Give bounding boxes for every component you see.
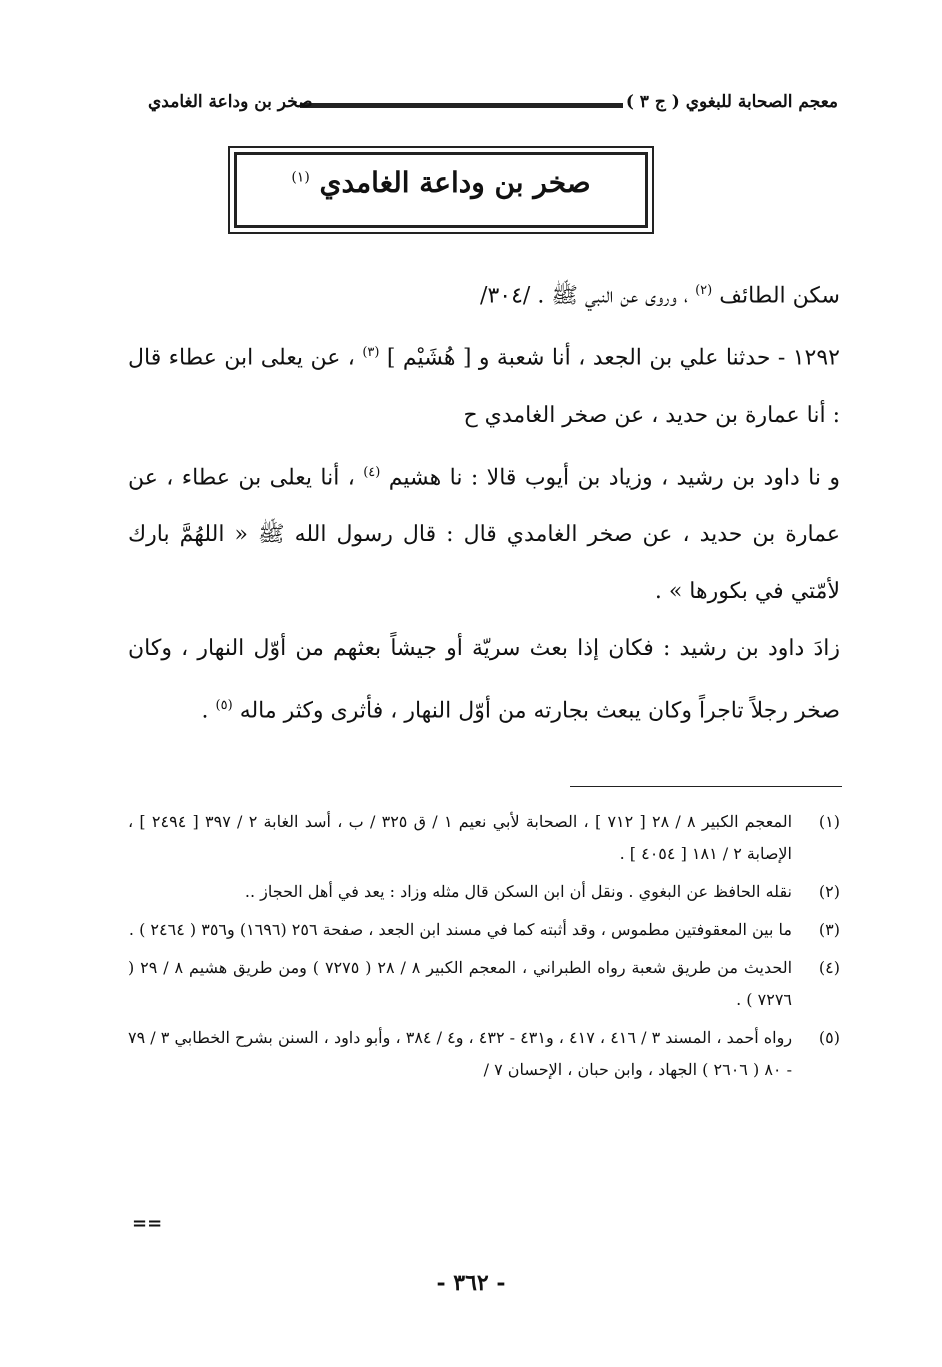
- footnote-5: [128, 1022, 840, 1086]
- footnote-ref-3: (٣): [362, 345, 380, 361]
- paragraph-4-text-a: زادَ داود بن رشيد : فكان إذا بعث سريّة أو جيشاً بعثهم من أوّل النهار ، وكان صخر رجلاً تاجراً وكان يبعث بجارته من أوّل النهار ، فأثرى وكثر ماله: [128, 635, 840, 724]
- paragraph-1-text-b: ، وروى عن النبي ﷺ . /٣٠٤/: [480, 283, 689, 309]
- paragraph-3-text-a: و نا داود بن رشيد ، وزياد بن أيوب قالا : نا هشيم: [388, 464, 841, 490]
- page-title: [230, 166, 652, 199]
- footnotes: [128, 806, 840, 1092]
- footnote-4: [128, 952, 840, 1016]
- header-rule: [300, 103, 623, 108]
- header-subject: صخر بن وداعة الغامدي: [148, 92, 313, 112]
- footnote-ref-4: (٤): [363, 464, 381, 480]
- paragraph-3: [128, 444, 840, 620]
- paragraph-2: [128, 324, 840, 443]
- footnote-number: (٤): [818, 958, 840, 977]
- continuation-mark: ==: [132, 1213, 163, 1234]
- footnote-text: نقله الحافظ عن البغوي . ونقل أن ابن السكن قال مثله وزاد : يعد في أهل الحجاز ..: [244, 882, 792, 901]
- paragraph-2-text-a: ١٢٩٢ - حدثنا علي بن الجعد ، أنا شعبة و [ هُشَيْم ]: [386, 345, 840, 371]
- footnote-1: [128, 806, 840, 870]
- footnote-number: (٢): [818, 882, 840, 901]
- footnote-text: ما بين المعقوفتين مطموس ، وقد أثبته كما في مسند ابن الجعد ، صفحة ٢٥٦ (١٦٩٦) و٣٥٦ ( ٢٤٦٤ ) .: [128, 920, 792, 939]
- footnote-text: المعجم الكبير ٨ / ٢٨ [ ٧١٢ ] ، الصحابة لأبي نعيم ١ / ق ٣٢٥ / ب ، أسد الغابة ٢ / ٣٩٧ [ ٢٤٩٤ ] ، الإصابة ٢ / ١٨١ [ ٤٠٥٤ ] .: [128, 812, 793, 863]
- footnote-ref-5: (٥): [215, 697, 233, 713]
- paragraph-2-text-b: ، عن يعلى ابن عطاء قال : أنا عمارة بن حديد ، عن صخر الغامدي ح: [128, 345, 840, 428]
- title-footnote-ref: (١): [291, 169, 310, 186]
- paragraph-1-text-a: سكن الطائف: [719, 283, 840, 309]
- footnote-number: (٥): [818, 1028, 840, 1047]
- footnote-ref-2: (٢): [695, 283, 713, 298]
- main-text: [128, 262, 840, 739]
- header-book-title: معجم الصحابة للبغوي ( ج ٣ ): [625, 92, 838, 112]
- footnote-text: الحديث من طريق شعبة رواه الطبراني ، المعجم الكبير ٨ / ٢٨ ( ٧٢٧٥ ) ومن طريق هشيم ٨ / ٢٩ ( ٧٢٧٦ ) .: [128, 958, 793, 1009]
- footnote-3: [128, 914, 840, 946]
- page-number: - ٣٦٢ -: [436, 1270, 506, 1296]
- footnote-separator: [570, 786, 842, 787]
- title-frame: [228, 146, 654, 234]
- paragraph-4-text-b: .: [201, 698, 209, 724]
- running-header: [148, 92, 838, 126]
- footnote-2: [128, 876, 840, 908]
- paragraph-1: [128, 262, 840, 324]
- page-title-text: صخر بن وداعة الغامدي: [319, 166, 591, 199]
- footnote-number: (١): [818, 812, 840, 831]
- paragraph-3-text-b: ، أنا يعلى بن عطاء ، عن عمارة بن حديد ، عن صخر الغامدي قال : قال رسول الله ﷺ « اللهُمَّ بارك لأمّتي في بكورها » .: [128, 464, 840, 604]
- footnote-text: رواه أحمد ، المسند ٣ / ٤١٦ ، ٤١٧ ، و٤٣١ - ٤٣٢ ، و٤ / ٣٨٤ ، وأبو داود ، السنن بشرح الخطابي ٣ / ٧٩ - ٨٠ ( ٢٦٠٦ ) الجهاد ، وابن حبان ، الإحسان ٧ /: [128, 1028, 793, 1079]
- footnote-number: (٣): [818, 920, 840, 939]
- paragraph-4: [128, 620, 840, 739]
